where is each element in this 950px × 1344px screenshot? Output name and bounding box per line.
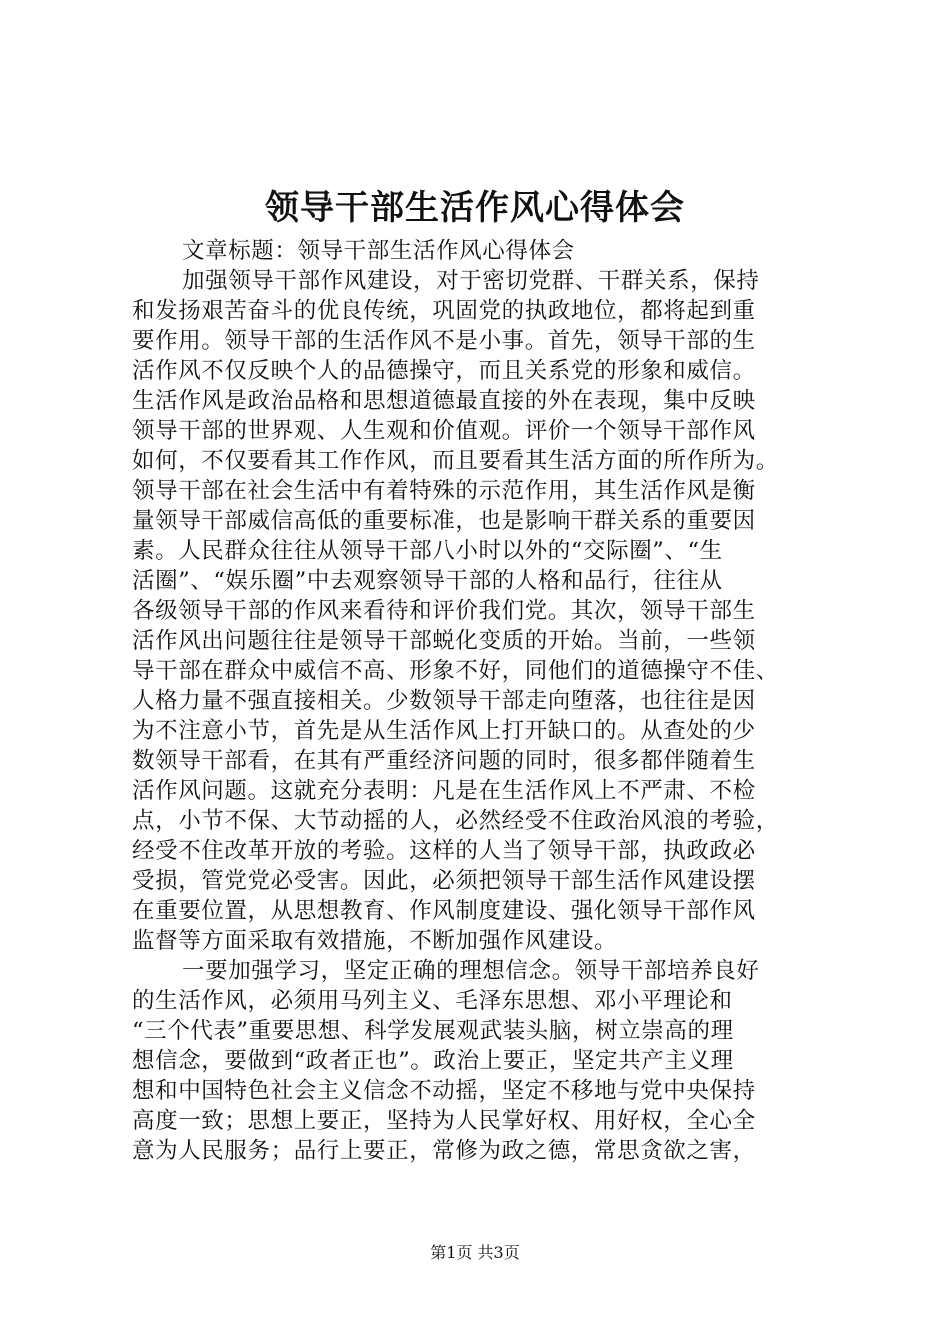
document-title: 领导干部生活作风心得体会	[265, 188, 685, 228]
text-line: 各级领导干部的作风来看待和评价我们党。其次，领导干部生	[132, 598, 756, 624]
text-line: 监督等方面采取有效措施，不断加强作风建设。	[132, 928, 618, 954]
text-line: 加强领导干部作风建设，对于密切党群、干群关系，保持	[182, 268, 760, 294]
text-line: 意为人民服务；品行上要正，常修为政之德，常思贪欲之害，	[132, 1138, 756, 1164]
text-line: 导干部在群众中威信不高、形象不好，同他们的道德操守不佳、	[132, 658, 779, 684]
page-footer: 第1页 共3页	[430, 1243, 520, 1262]
text-line: 活作风出问题往往是领导干部蜕化变质的开始。当前，一些领	[132, 628, 756, 654]
text-line: 活作风问题。这就充分表明：凡是在生活作风上不严肃、不检	[132, 778, 756, 804]
text-line: 点，小节不保、大节动摇的人，必然经受不住政治风浪的考验，	[132, 808, 779, 834]
text-line: 领导干部的世界观、人生观和价值观。评价一个领导干部作风	[132, 418, 756, 444]
document-body	[132, 236, 842, 1166]
text-line: 高度一致；思想上要正，坚持为人民掌好权、用好权，全心全	[132, 1108, 756, 1134]
text-line: 在重要位置，从思想教育、作风制度建设、强化领导干部作风	[132, 898, 756, 924]
text-line: “三个代表”重要思想、科学发展观武装头脑，树立崇高的理	[132, 1018, 734, 1044]
text-line: 要作用。领导干部的生活作风不是小事。首先，领导干部的生	[132, 328, 756, 354]
text-line: 数领导干部看，在其有严重经济问题的同时，很多都伴随着生	[132, 748, 756, 774]
text-line: 领导干部在社会生活中有着特殊的示范作用，其生活作风是衡	[132, 478, 756, 504]
text-line: 和发扬艰苦奋斗的优良传统，巩固党的执政地位，都将起到重	[132, 298, 756, 324]
text-line: 人格力量不强直接相关。少数领导干部走向堕落，也往往是因	[132, 688, 756, 714]
text-line: 的生活作风，必须用马列主义、毛泽东思想、邓小平理论和	[132, 988, 733, 1014]
text-line: 一要加强学习，坚定正确的理想信念。领导干部培养良好	[182, 958, 760, 984]
text-line: 文章标题：领导干部生活作风心得体会	[182, 238, 575, 264]
text-line: 活圈”、“娱乐圈”中去观察领导干部的人格和品行，往往从	[132, 568, 723, 594]
text-line: 素。人民群众往往从领导干部八小时以外的“交际圈”、“生	[132, 538, 723, 564]
text-line: 量领导干部威信高低的重要标准，也是影响干群关系的重要因	[132, 508, 756, 534]
text-line: 如何，不仅要看其工作作风，而且要看其生活方面的所作所为。	[132, 448, 779, 474]
text-line: 受损，管党党必受害。因此，必须把领导干部生活作风建设摆	[132, 868, 756, 894]
text-line: 为不注意小节，首先是从生活作风上打开缺口的。从查处的少	[132, 718, 756, 744]
text-line: 经受不住改革开放的考验。这样的人当了领导干部，执政政必	[132, 838, 756, 864]
text-line: 生活作风是政治品格和思想道德最直接的外在表现，集中反映	[132, 388, 756, 414]
text-line: 想信念，要做到“政者正也”。政治上要正，坚定共产主义理	[132, 1048, 734, 1074]
text-line: 想和中国特色社会主义信念不动摇，坚定不移地与党中央保持	[132, 1078, 756, 1104]
text-line: 活作风不仅反映个人的品德操守，而且关系党的形象和威信。	[132, 358, 756, 384]
